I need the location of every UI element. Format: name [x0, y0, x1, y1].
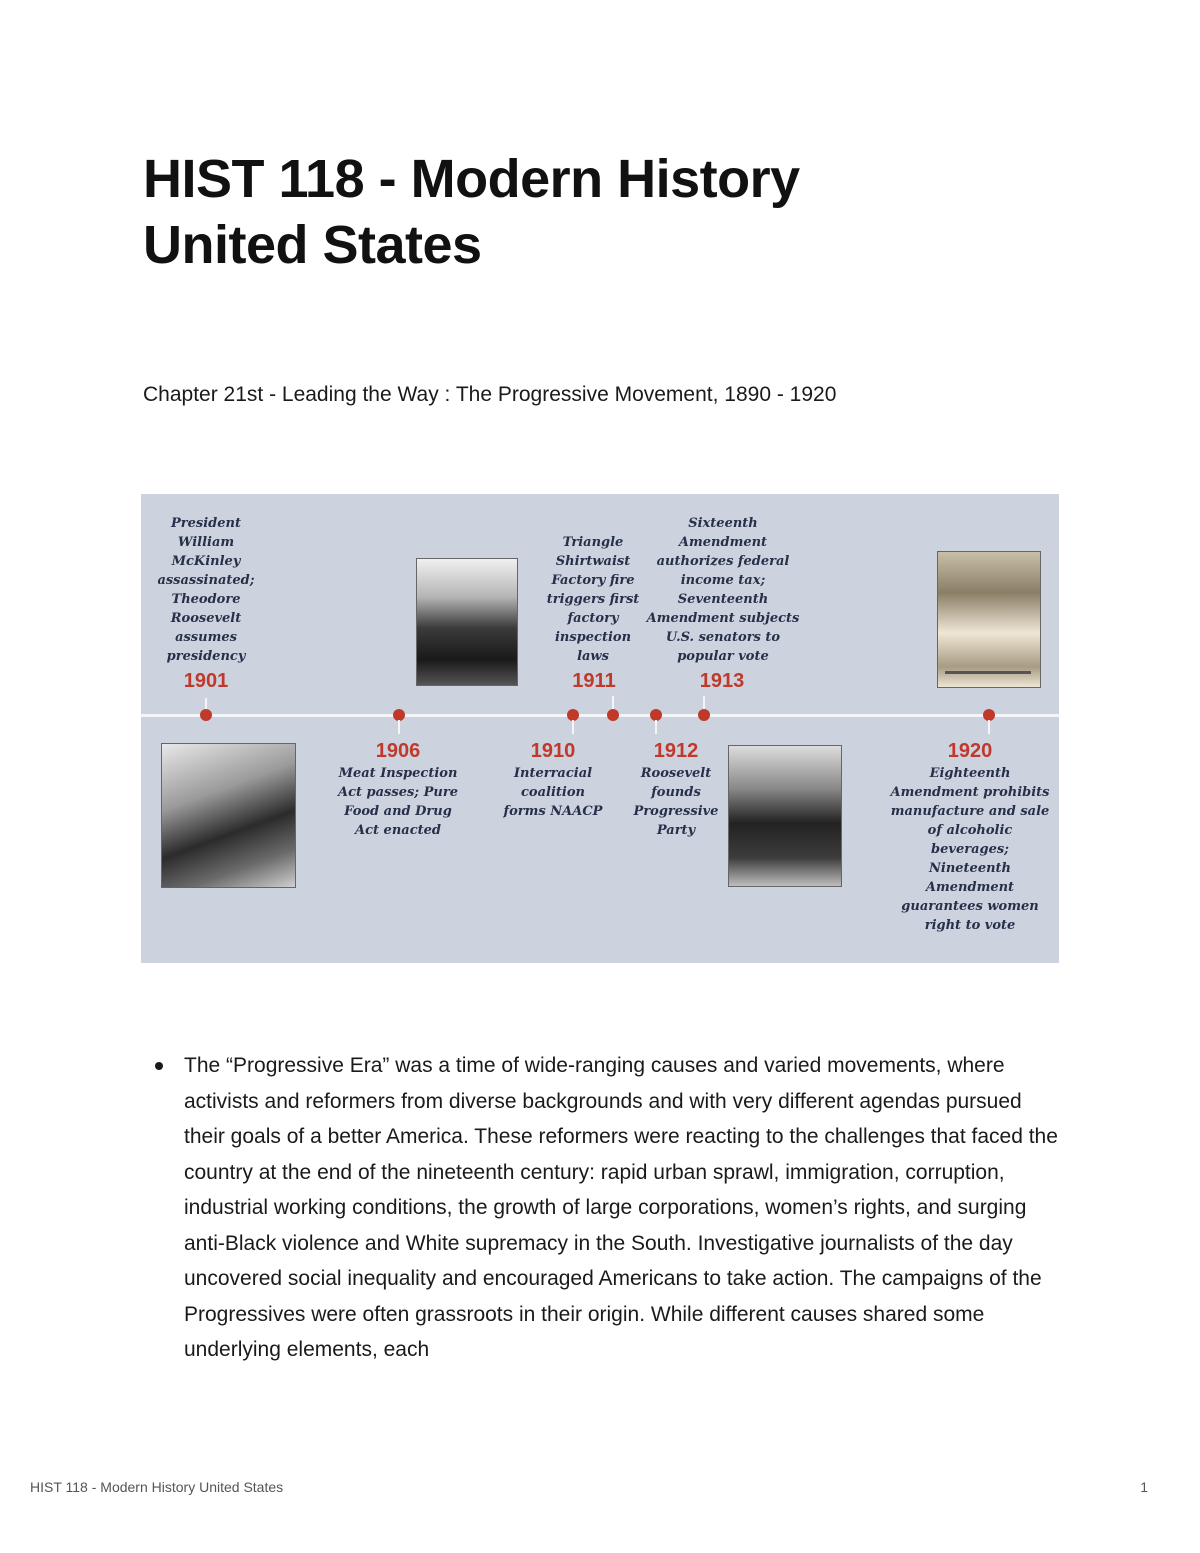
timeline-axis: [141, 714, 1059, 717]
tick-1906: [398, 720, 400, 734]
dot-1913: [698, 709, 710, 721]
event-1910-year: 1910: [530, 740, 576, 762]
page-number: 1: [1140, 1479, 1148, 1495]
photo-caption-strip: [945, 671, 1031, 674]
event-1920-year: 1920: [947, 740, 993, 762]
dot-1901: [200, 709, 212, 721]
event-1911-year: 1911: [572, 670, 616, 692]
event-1912-text: Roosevelt founds Progressive Party: [633, 766, 719, 838]
event-1910-text: Interracial coalition forms NAACP: [503, 766, 603, 819]
page-title: [143, 146, 1103, 278]
timeline-figure: [141, 494, 1059, 963]
tick-1910: [572, 720, 574, 734]
bullet-list: [143, 1048, 1063, 1368]
event-1906-year: 1906: [375, 740, 421, 762]
photo-roosevelt: [728, 745, 842, 887]
dot-1911: [607, 709, 619, 721]
title-line-2: United States: [143, 215, 482, 275]
event-1906-text: Meat Inspection Act passes; Pure Food and Drug Act enacted: [338, 766, 458, 838]
bullet-text: The “Progressive Era” was a time of wide-ranging causes and varied movements, where activists and reformers from diverse backgrounds and with very different agendas pursued their goals of a better America. These reformers were reacting to the challenges that faced the country at the end of the nineteenth century: rapid urban sprawl, immigration, corruption, industrial working conditions, the growth of large corporations, women’s rights, and surging anti-Black violence and White supremacy in the South. Investigative journalists of the day uncovered social inequality and encouraged Americans to take action. The campaigns of the Progressives were often grassroots in their origin. While different causes shared some underlying elements, each: [184, 1054, 1058, 1361]
list-item: [143, 1048, 1063, 1368]
footer-title: HIST 118 - Modern History United States: [30, 1479, 284, 1495]
tick-1920: [988, 720, 990, 734]
event-1901-text: President William McKinley assassinated; Theodore Roosevelt assumes presidency: [157, 516, 255, 664]
bullet-dot-icon: [155, 1062, 163, 1070]
event-1901-year: 1901: [183, 670, 229, 692]
photo-amendment-signing: [937, 551, 1041, 688]
event-1912-year: 1912: [653, 740, 699, 762]
event-1911-text: Triangle Shirtwaist Factory fire triggers first factory inspection laws: [546, 535, 640, 664]
event-1913-year: 1913: [699, 670, 745, 692]
title-line-1: HIST 118 - Modern History: [143, 149, 800, 209]
event-1913-text: Sixteenth Amendment authorizes federal income tax; Seventeenth Amendment subjects U.S. senators to popular vote: [646, 516, 800, 664]
photo-triangle-fire: [416, 558, 518, 686]
photo-mckinley-assassination: [161, 743, 296, 888]
tick-1912: [655, 720, 657, 734]
chapter-subtitle: Chapter 21st - Leading the Way : The Progressive Movement, 1890 - 1920: [143, 383, 837, 406]
event-1920-text: Eighteenth Amendment prohibits manufacture and sale of alcoholic beverages; Nineteenth Amendment guarantees women right to vote: [890, 766, 1050, 933]
